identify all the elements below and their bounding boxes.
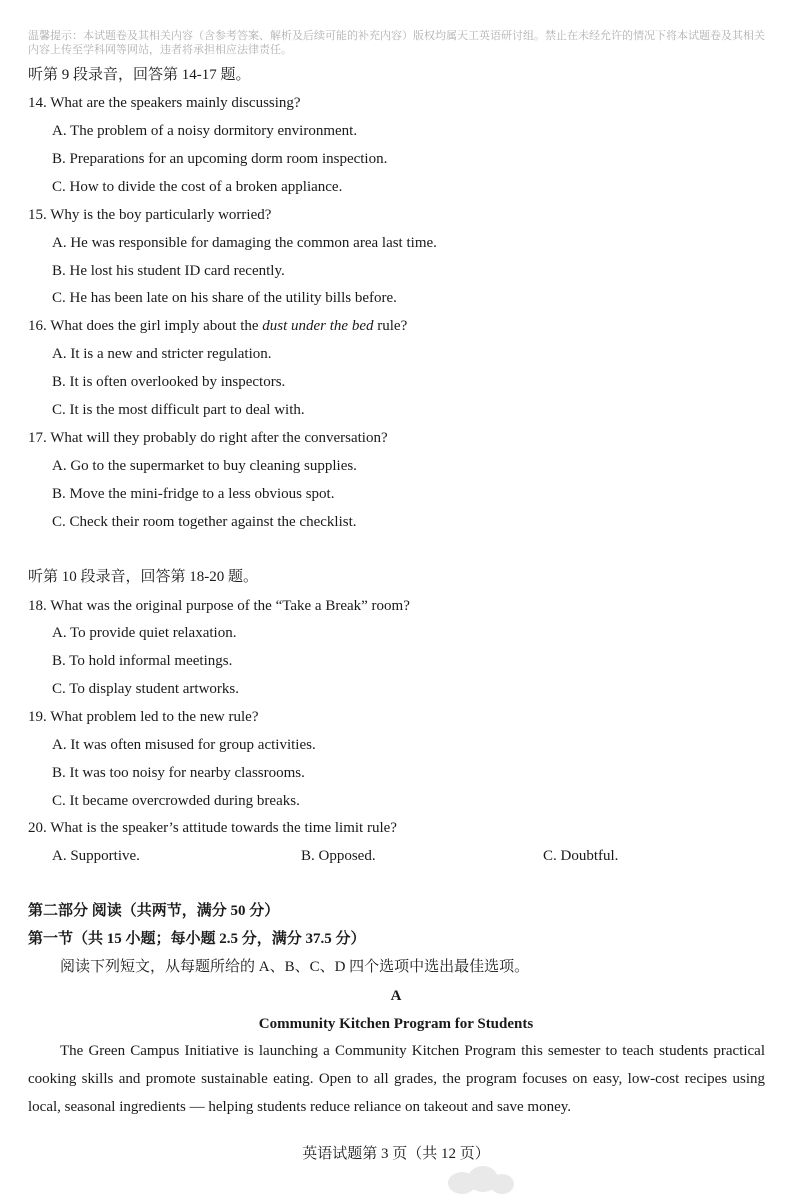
question-17: 17. What will they probably do right after the conversation?	[28, 430, 388, 446]
question-18: 18. What was the original purpose of the “Take a Break” room?	[28, 598, 410, 614]
question-16-stem-pre: 16. What does the girl imply about the	[28, 318, 263, 334]
question-16-stem-post: rule?	[373, 318, 408, 334]
reading-instruction: 阅读下列短文，从每题所给的 A、B、C、D 四个选项中选出最佳选项。	[60, 959, 530, 975]
question-19: 19. What problem led to the new rule?	[28, 709, 259, 725]
question-16-emphasis: dust under the bed	[262, 318, 374, 334]
question-15-option-a: A. He was responsible for damaging the common area last time.	[52, 235, 437, 251]
question-18-option-c: C. To display student artworks.	[52, 681, 239, 697]
passage-paragraph: The Green Campus Initiative is launching a Community Kitchen Program this semester to teach students practical cooking skills and promote sustainable eating. Open to all grades, the program focuses on easy, low-cost recipes using local, seasonal ingredients — helping students reduce reliance on takeout and save money.	[28, 1043, 765, 1115]
question-16	[28, 317, 407, 335]
question-16-option-a: A. It is a new and stricter regulation.	[52, 346, 272, 362]
section-heading-10: 听第 10 段录音，回答第 18-20 题。	[28, 569, 258, 585]
question-15: 15. Why is the boy particularly worried?	[28, 207, 272, 223]
question-15-option-c: C. He has been late on his share of the utility bills before.	[52, 290, 397, 306]
reading-part-title: 第二部分 阅读（共两节，满分 50 分）	[28, 903, 280, 919]
watermark-logo	[440, 1162, 530, 1202]
copyright-notice: 温馨提示：本试题卷及其相关内容（含参考答案、解析及后续可能的补充内容）版权均属天工英语研讨组。禁止在未经允许的情况下将本试题卷及其相关内容上传至学科网等网站，违者将承担相应法律责任。	[28, 30, 765, 56]
section-heading-9: 听第 9 段录音，回答第 14-17 题。	[28, 67, 251, 83]
question-17-option-a: A. Go to the supermarket to buy cleaning supplies.	[52, 458, 357, 474]
page-footer: 英语试题第 3 页（共 12 页）	[302, 1146, 490, 1162]
question-16-option-c: C. It is the most difficult part to deal with.	[52, 402, 305, 418]
question-20-option-c: C. Doubtful.	[543, 848, 619, 864]
reading-section-title: 第一节（共 15 小题；每小题 2.5 分，满分 37.5 分）	[28, 931, 366, 947]
question-16-option-b: B. It is often overlooked by inspectors.	[52, 374, 286, 390]
question-20: 20. What is the speaker’s attitude towards the time limit rule?	[28, 820, 397, 836]
question-19-option-a: A. It was often misused for group activities.	[52, 737, 316, 753]
question-15-option-b: B. He lost his student ID card recently.	[52, 263, 285, 279]
passage-title: Community Kitchen Program for Students	[258, 1016, 534, 1032]
question-14-option-b: B. Preparations for an upcoming dorm room inspection.	[52, 151, 388, 167]
question-18-option-b: B. To hold informal meetings.	[52, 653, 233, 669]
question-20-option-a: A. Supportive.	[52, 848, 140, 864]
question-14-option-a: A. The problem of a noisy dormitory environment.	[52, 123, 358, 139]
question-19-option-c: C. It became overcrowded during breaks.	[52, 793, 300, 809]
question-19-option-b: B. It was too noisy for nearby classrooms.	[52, 765, 305, 781]
passage-letter: A	[390, 988, 402, 1004]
question-17-option-b: B. Move the mini-fridge to a less obvious spot.	[52, 486, 335, 502]
question-14: 14. What are the speakers mainly discussing?	[28, 95, 301, 111]
question-18-option-a: A. To provide quiet relaxation.	[52, 625, 237, 641]
question-14-option-c: C. How to divide the cost of a broken appliance.	[52, 179, 343, 195]
question-17-option-c: C. Check their room together against the checklist.	[52, 514, 357, 530]
question-20-option-b: B. Opposed.	[301, 848, 376, 864]
